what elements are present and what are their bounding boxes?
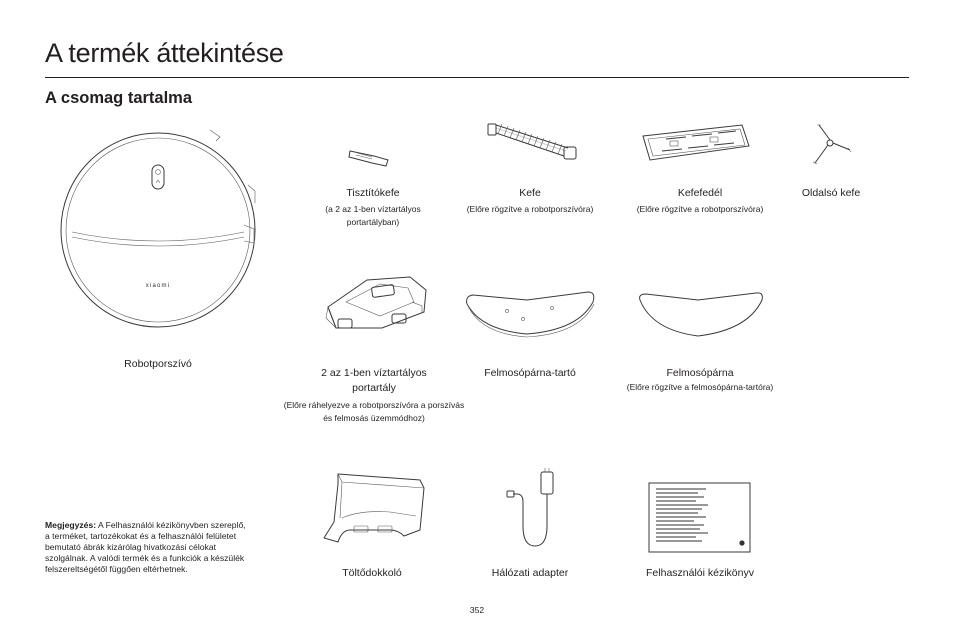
cleaning-brush-note: (a 2 az 1-ben víztartályos portartályban) [325, 204, 421, 227]
main-brush-illustration [486, 120, 581, 165]
note-text: A Felhasználói kézikönyvben szereplő, a terméket, tartozékokat és a felhasználói felületet bemutató ábrák kizárólag hivatkozási célokat szolgálnak. A valódi termék és a funkciók a készülék felszereltségétől függően eltérhetnek. [45, 520, 246, 574]
cleaning-brush-illustration [348, 148, 390, 168]
dust-bin-note: (Előre ráhelyezve a robotporszívóra a porszívás és felmosás üzemmódhoz) [283, 400, 465, 423]
robot-logo: xiaomi [145, 283, 171, 289]
dust-bin-illustration [322, 272, 432, 340]
robot-vacuum-label: Robotporszívó [124, 358, 192, 370]
main-brush-note: (Előre rögzítve a robotporszívóra) [466, 204, 594, 214]
charging-dock-label: Töltődokkoló [342, 567, 402, 579]
brush-cover-illustration [640, 122, 752, 167]
title-divider [45, 77, 909, 78]
brush-cover-note: (Előre rögzítve a robotporszívóra) [636, 204, 764, 214]
mop-pad-label: Felmosópárna [666, 367, 734, 379]
mop-holder-illustration [463, 290, 598, 338]
side-brush-label: Oldalsó kefe [801, 187, 861, 199]
charging-dock-illustration [320, 470, 430, 550]
power-adapter-label: Hálózati adapter [491, 567, 569, 579]
mop-pad-illustration [636, 290, 766, 338]
mop-pad-note: (Előre rögzítve a felmosópárna-tartóra) [626, 382, 774, 392]
robot-vacuum-illustration [58, 125, 268, 340]
side-brush-illustration [805, 123, 855, 167]
note-paragraph [45, 520, 250, 575]
power-adapter-illustration [505, 466, 560, 551]
page-number: 352 [469, 605, 485, 615]
mop-holder-label: Felmosópárna-tartó [484, 367, 576, 379]
brush-cover-label: Kefefedél [677, 187, 723, 199]
user-manual-label: Felhasználói kézikönyv [646, 567, 754, 579]
page-title: A termék áttekintése [45, 38, 284, 68]
main-brush-label: Kefe [519, 187, 541, 199]
dust-bin-label: 2 az 1-ben víztartályos portartály [321, 367, 427, 394]
section-title: A csomag tartalma [45, 89, 193, 107]
user-manual-illustration [648, 482, 752, 554]
cleaning-brush-label: Tisztítókefe [346, 187, 400, 199]
note-label: Megjegyzés: [45, 520, 97, 530]
